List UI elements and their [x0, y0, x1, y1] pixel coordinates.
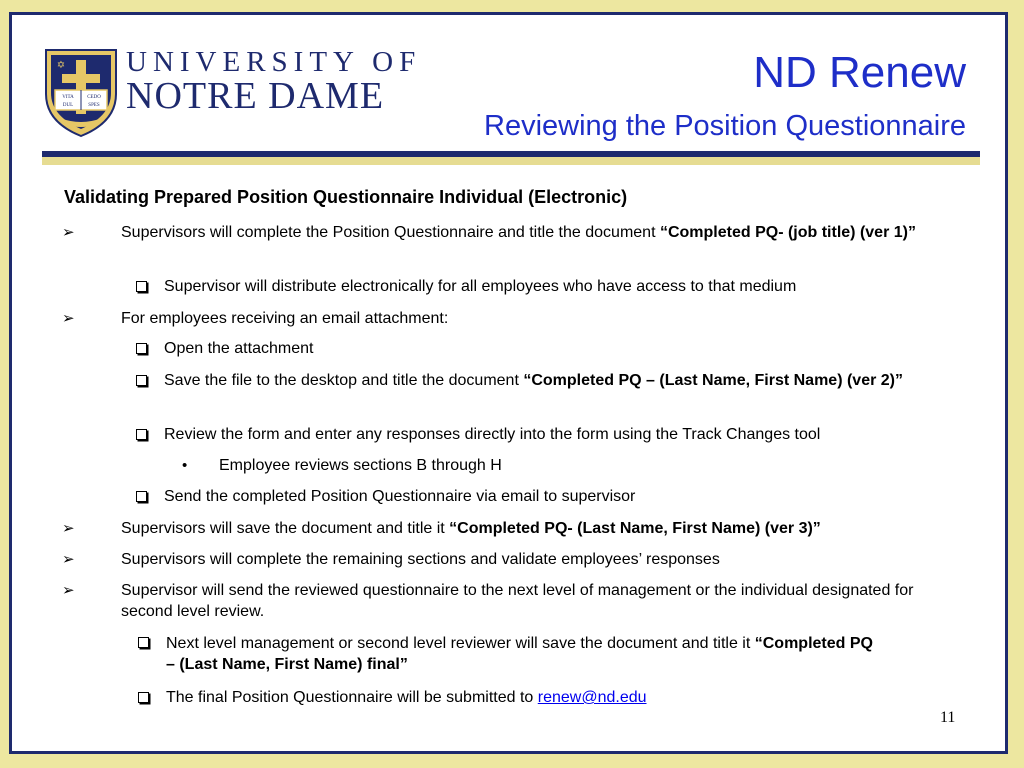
list-item-text: Send the completed Position Questionnaire via email to supervisor	[164, 488, 636, 505]
section-heading: Validating Prepared Position Questionnaire Individual (Electronic)	[64, 187, 628, 207]
arrow-bullet-icon: ➢	[62, 520, 75, 537]
slide-subtitle: Reviewing the Position Questionnaire	[484, 110, 966, 142]
checkbox-bullet-icon	[138, 633, 149, 654]
arrow-bullet-icon: ➢	[62, 310, 75, 327]
list-item-text: Supervisor will send the reviewed questionnaire to the next level of management or the individual designated for second level review.	[121, 582, 914, 620]
list-item-text: Next level management or second level reviewer will save the document and title it	[166, 635, 755, 652]
svg-text:DUL: DUL	[62, 103, 74, 108]
arrow-bullet-icon: ➢	[62, 582, 75, 599]
list-item-text: Supervisors will complete the remaining sections and validate employees’ responses	[121, 551, 720, 568]
checkbox-bullet-icon	[136, 339, 147, 360]
list-item-text: The final Position Questionnaire will be submitted to	[166, 689, 538, 706]
list-item	[164, 370, 934, 391]
checkbox-bullet-icon	[136, 425, 147, 446]
svg-text:✡: ✡	[56, 60, 66, 71]
list-item-bold-text: “Completed PQ – (Last Name, First Name) final”	[166, 635, 873, 673]
list-item-text: Supervisor will distribute electronically for all employees who have access to that medium	[164, 278, 797, 295]
checkbox-bullet-icon	[136, 277, 147, 298]
checkbox-bullet-icon	[138, 688, 149, 709]
list-item	[121, 549, 971, 570]
list-item	[164, 338, 964, 359]
list-item-text: Review the form and enter any responses directly into the form using the Track Changes tool	[164, 426, 821, 443]
header-rule-gold	[42, 157, 980, 165]
svg-text:VITA: VITA	[62, 95, 74, 100]
list-item	[164, 486, 964, 507]
list-item	[219, 455, 919, 476]
list-item-text: For employees receiving an email attachment:	[121, 310, 449, 327]
university-name-line1: UNIVERSITY OF	[126, 46, 422, 78]
list-item-text: Save the file to the desktop and title the document	[164, 372, 524, 389]
slide-title: ND Renew	[753, 48, 966, 97]
university-name-line2: NOTRE DAME	[126, 75, 385, 117]
checkbox-bullet-icon	[136, 371, 147, 392]
list-item-bold-text: “Completed PQ- (Last Name, First Name) (ver 3)”	[449, 520, 821, 537]
arrow-bullet-icon: ➢	[62, 224, 75, 241]
arrow-bullet-icon: ➢	[62, 551, 75, 568]
list-item	[121, 308, 971, 329]
email-link[interactable]: renew@nd.edu	[537, 689, 647, 706]
svg-text:SPES: SPES	[88, 103, 100, 108]
svg-text:CEDO: CEDO	[87, 95, 101, 100]
list-item	[166, 633, 886, 675]
list-item	[121, 222, 971, 243]
list-item-text: Supervisors will save the document and title it	[121, 520, 450, 537]
dot-bullet-icon: •	[182, 457, 188, 474]
list-item	[121, 518, 971, 539]
list-item	[121, 580, 961, 622]
list-item-text: Open the attachment	[164, 340, 314, 357]
page-number: 11	[940, 709, 956, 726]
list-item-bold-text: “Completed PQ – (Last Name, First Name) (ver 2)”	[523, 372, 903, 389]
list-item	[166, 687, 966, 708]
notre-dame-shield-logo	[42, 46, 120, 138]
list-item	[164, 424, 964, 445]
list-item-text: Employee reviews sections B through H	[219, 457, 502, 474]
checkbox-bullet-icon	[136, 487, 147, 508]
list-item-bold-text: “Completed PQ- (job title) (ver 1)”	[659, 224, 916, 241]
list-item-text: Supervisors will complete the Position Questionnaire and title the document	[121, 224, 660, 241]
list-item	[164, 276, 964, 297]
